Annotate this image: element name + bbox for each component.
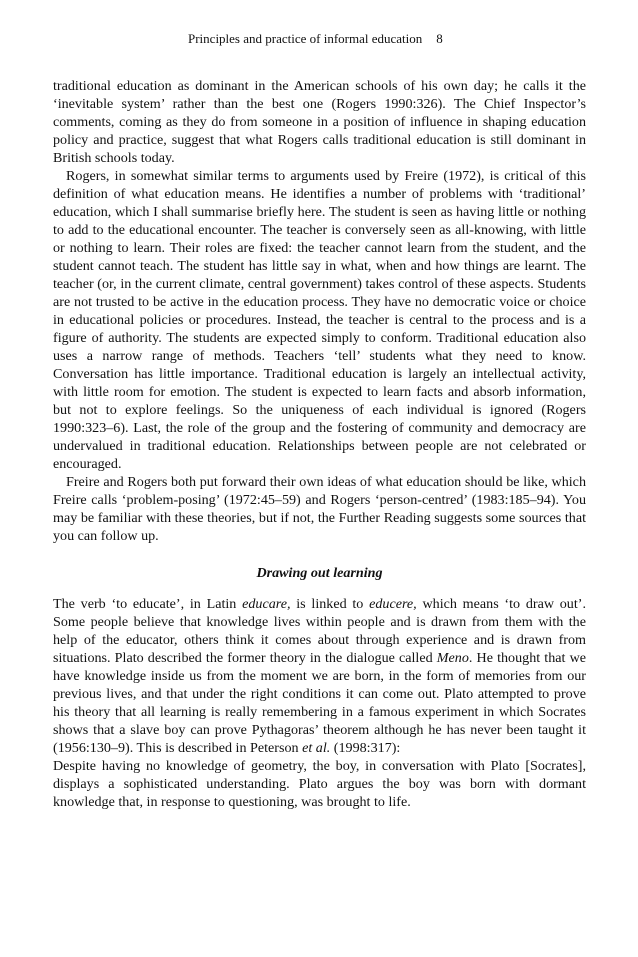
paragraph-4 [53, 595, 586, 757]
block-quote: Despite having no knowledge of geometry, the boy, in conversation with Plato [Socrates], displays a sophisticated understanding. Plato argues the boy was born with dormant knowledge that, in response to questioning, was brought to life. [53, 758, 586, 810]
paragraph-4-italic-et-al: et al. [302, 740, 331, 756]
paragraph-4-italic-meno: Meno [436, 650, 469, 666]
paragraph-4-italic-educare: educare, [242, 596, 291, 612]
paragraph-4-text-4: . He thought that we have knowledge inside us from the moment we are born, in the form of memories from our previous lives, and that under the right conditions it can come out. Plato attempted to prove his theory that all learning is really remembering in a famous experiment in which Socrates shows that a slave boy can prove Pythagoras’ theorem although he has never been taught it (1956:130–9). This is described in Peterson [53, 650, 586, 756]
paragraph-4-italic-educere: educere, [369, 596, 417, 612]
paragraph-2: Rogers, in somewhat similar terms to arguments used by Freire (1972), is critical of this definition of what education means. He identifies a number of problems with ‘traditional’ education, which I shall summarise briefly here. The student is seen as having little or nothing to add to the educational encounter. The teacher is conversely seen as all-knowing, with little or nothing to learn. Their roles are fixed: the teacher cannot learn from the student, and the student cannot teach. The student has little say in what, when and how things are learnt. The teacher (or, in the current climate, central government) takes control of these aspects. Students are not trusted to be active in the education process. They have no democratic voice or choice in educational policies or procedures. Instead, the teacher is central to the process and is a figure of authority. The students are expected simply to conform. Traditional education also uses a narrow range of methods. Teachers ‘tell’ students what they need to know. Conversation has little importance. Traditional education is largely an intellectual activity, with little room for emotion. The student is expected to learn facts and absorb information, but not to explore feelings. So the uniqueness of each individual is ignored (Rogers 1990:323–6). Last, the role of the group and the fostering of community and democracy are undervalued in traditional education. Relationships between people are not celebrated or encouraged. [53, 168, 586, 472]
body-text [53, 77, 586, 811]
running-header [188, 31, 443, 47]
paragraph-4-text-1: The verb ‘to educate’, in Latin [53, 596, 243, 612]
running-header-title: Principles and practice of informal education [188, 31, 423, 46]
paragraph-4-text-5: (1998:317): [330, 740, 401, 756]
paragraph-1: traditional education as dominant in the American schools of his own day; he calls it the ‘inevitable system’ rather than the best one (Rogers 1990:326). The Chief Inspector’s comments, coming as they do from someone in a position of influence in shaping education policy and practice, suggest that what Rogers calls traditional education is still dominant in British schools today. [53, 78, 586, 166]
paragraph-4-text-3: which means ‘to draw out’. Some people believe that knowledge lives within people and is drawn from them with the help of the educator, others think it comes about through experience and is drawn from situations. Plato described the former theory in the dialogue called [53, 596, 586, 666]
section-heading: Drawing out learning [256, 565, 383, 581]
paragraph-4-text-2: is linked to [290, 596, 370, 612]
paragraph-3: Freire and Rogers both put forward their own ideas of what education should be like, which Freire calls ‘problem-posing’ (1972:45–59) and Rogers ‘person-centred’ (1983:185–94). You may be familiar with these theories, but if not, the Further Reading suggests some sources that you can follow up. [53, 474, 586, 544]
page-number: 8 [436, 31, 443, 46]
